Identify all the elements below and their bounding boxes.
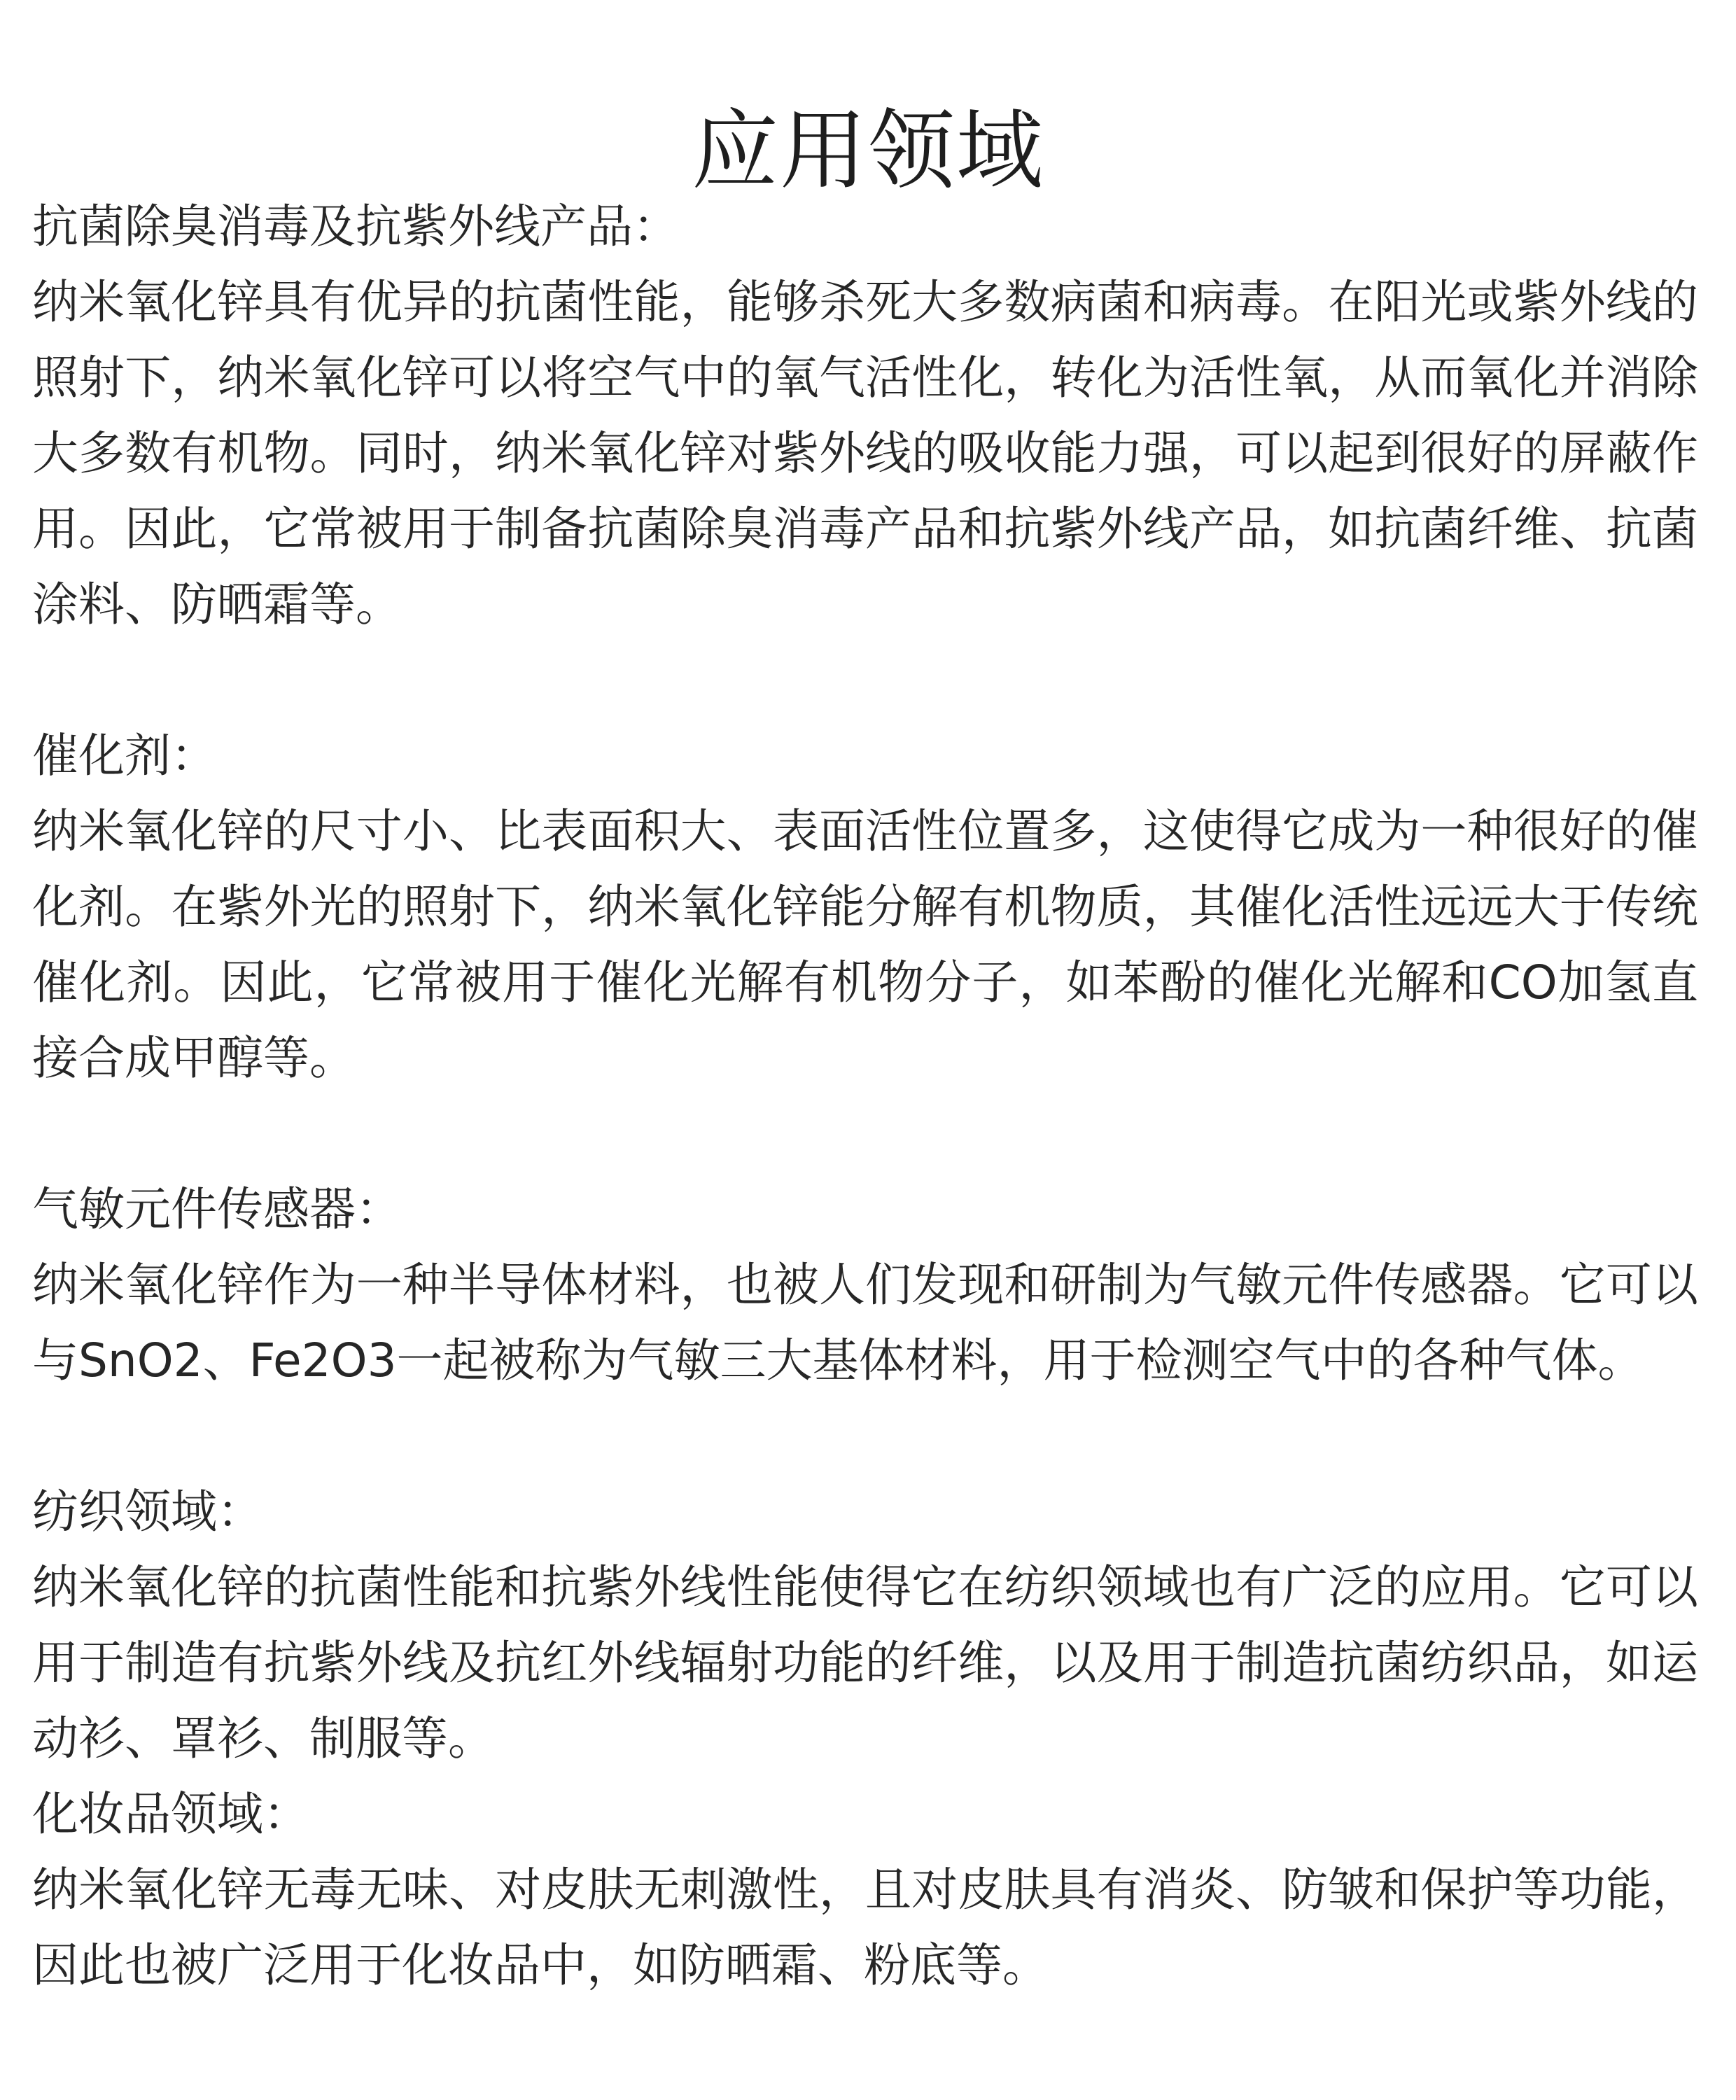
document-body	[32, 189, 1698, 2003]
section-cosmetics	[32, 1777, 1698, 2003]
section-heading: 纺织领域：	[32, 1485, 263, 1539]
section-textile	[32, 1474, 1698, 1777]
section-heading: 化妆品领域：	[32, 1787, 309, 1841]
section-paragraph: 纳米氧化锌具有优异的抗菌性能，能够杀死大多数病菌和病毒。在阳光或紫外线的照射下，纳米氧化锌可以将空气中的氧气活性化，转化为活性氧，从而氧化并消除大多数有机物。同时，纳米氧化锌对紫外线的吸收能力强，可以起到很好的屏蔽作用。因此，它常被用于制备抗菌除臭消毒产品和抗紫外线产品，如抗菌纤维、抗菌涂料、防晒霜等。	[32, 275, 1698, 631]
section-antibacterial	[32, 189, 1698, 643]
section-catalyst	[32, 718, 1698, 1096]
page-title: 应用领域	[691, 101, 1044, 202]
section-paragraph: 纳米氧化锌的抗菌性能和抗紫外线性能使得它在纺织领域也有广泛的应用。它可以用于制造有抗紫外线及抗红外线辐射功能的纤维，以及用于制造抗菌纺织品，如运动衫、罩衫、制服等。	[32, 1560, 1698, 1765]
section-paragraph: 纳米氧化锌无毒无味、对皮肤无刺激性，且对皮肤具有消炎、防皱和保护等功能，因此也被广泛用于化妆品中，如防晒霜、粉底等。	[32, 1863, 1698, 1992]
section-paragraph: 纳米氧化锌作为一种半导体材料，也被人们发现和研制为气敏元件传感器。它可以与SnO2、Fe2O3一起被称为气敏三大基体材料，用于检测空气中的各种气体。	[32, 1258, 1698, 1387]
section-heading: 催化剂：	[32, 729, 217, 783]
section-gas-sensor	[32, 1172, 1698, 1399]
section-heading: 抗菌除臭消毒及抗紫外线产品：	[32, 200, 679, 253]
section-heading: 气敏元件传感器：	[32, 1182, 402, 1236]
section-paragraph: 纳米氧化锌的尺寸小、比表面积大、表面活性位置多，这使得它成为一种很好的催化剂。在紫外光的照射下，纳米氧化锌能分解有机物质，其催化活性远远大于传统催化剂。因此，它常被用于催化光解有机物分子，如苯酚的催化光解和CO加氢直接合成甲醇等。	[32, 804, 1698, 1085]
